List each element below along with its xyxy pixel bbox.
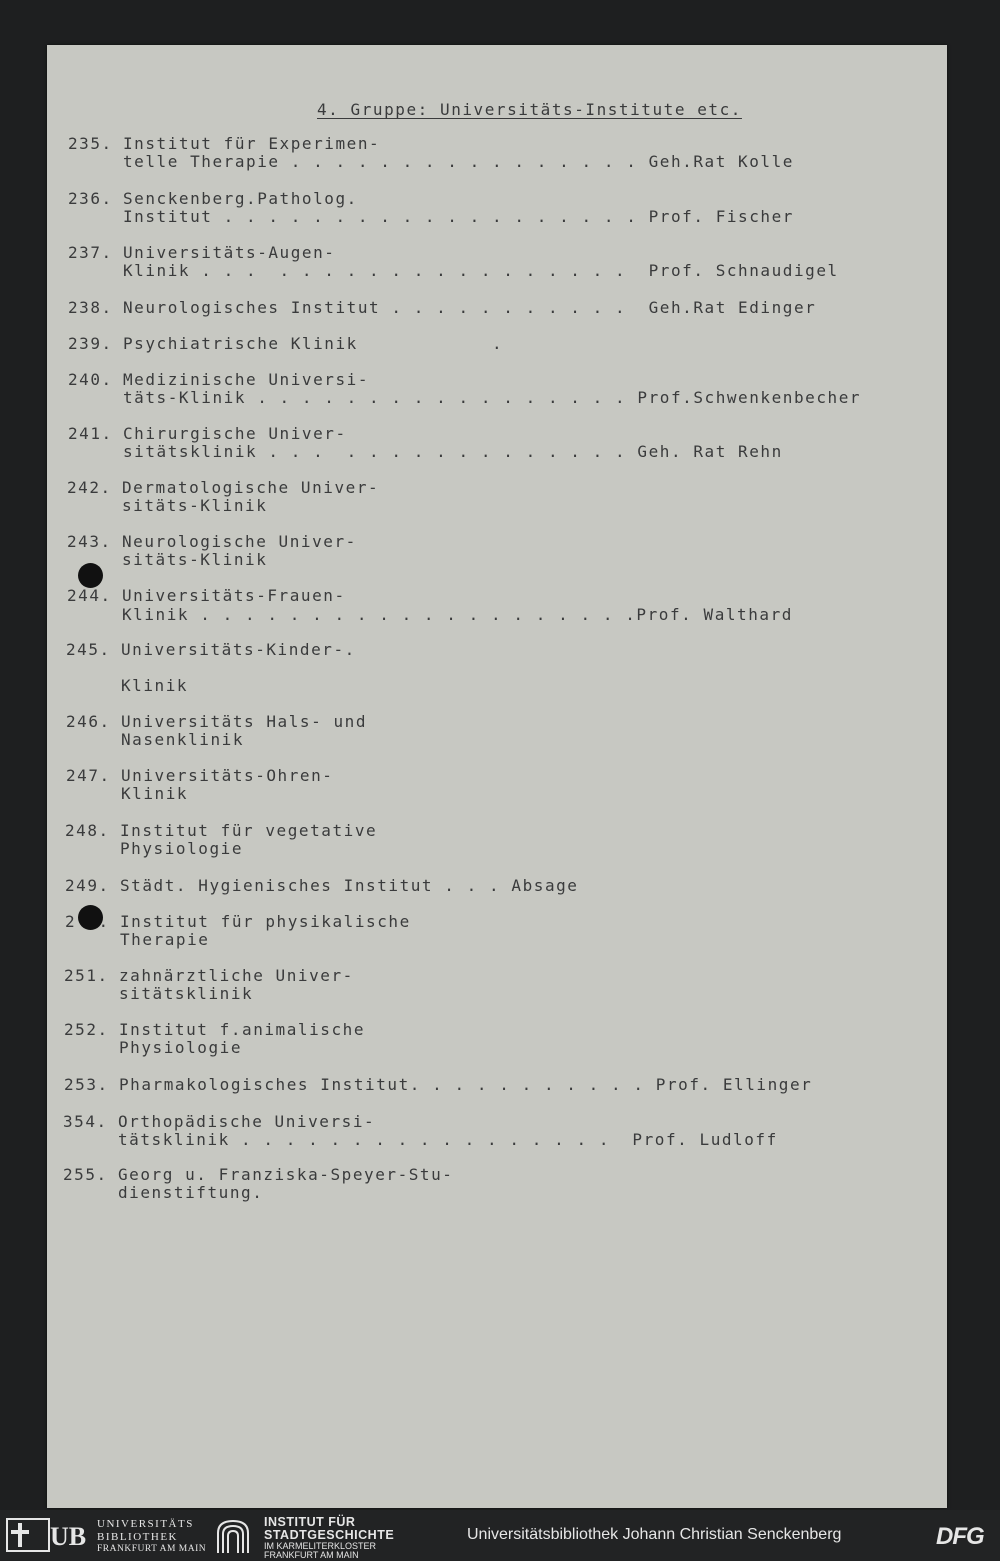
dfg-logo: DFG	[936, 1523, 984, 1550]
entry-text: Physiologie	[119, 1038, 243, 1057]
entry-text: sitäts-Klinik	[122, 496, 268, 515]
entry-number: 247.	[66, 766, 111, 785]
ub-logo-line: FRANKFURT AM MAIN	[97, 1544, 207, 1554]
footer-bar	[0, 1510, 1000, 1561]
entry-number: 2 .	[65, 912, 110, 931]
entry-number: 246.	[66, 712, 111, 731]
entry-number: 251.	[64, 966, 109, 985]
entry-text: zahnärztliche Univer-	[119, 966, 354, 985]
entry-text: Universitäts-Frauen-	[122, 586, 346, 605]
entry-text: sitätsklinik	[119, 984, 254, 1003]
ub-logo-letters: UB	[50, 1522, 87, 1551]
entry-text: Klinik	[121, 784, 189, 803]
ub-emblem-icon	[6, 1518, 50, 1552]
entry-text: Neurologische Univer-	[122, 532, 357, 551]
entry-number: 243.	[67, 532, 112, 551]
entry-text: Medizinische Universi-	[123, 370, 370, 389]
ub-logo-line: UNIVERSITÄTS	[97, 1518, 194, 1530]
isg-logo-line: INSTITUT FÜR	[264, 1515, 356, 1529]
entry-text: Chirurgische Univer-	[123, 424, 347, 443]
entry-text: Institut für Experimen-	[123, 134, 381, 153]
entry-text: Universitäts Hals- und	[121, 712, 368, 731]
entry-text: Therapie	[120, 930, 210, 949]
entry-text: Klinik	[121, 676, 189, 695]
entry-number: 354.	[63, 1112, 108, 1131]
entry-text: Universitäts-Kinder-.	[121, 640, 356, 659]
entry-number: 245.	[66, 640, 111, 659]
entry-text: Dermatologische Univer-	[122, 478, 380, 497]
entry-text: sitätsklinik . . . . . . . . . . . . . . . . Geh. Rat Rehn	[123, 442, 783, 461]
entry-text: täts-Klinik . . . . . . . . . . . . . . . . . Prof.Schwenkenbecher	[123, 388, 862, 407]
entry-text: tätsklinik . . . . . . . . . . . . . . . . . Prof. Ludloff	[118, 1130, 778, 1149]
entry-text: Universitäts-Augen-	[123, 243, 336, 262]
entry-number: 238.	[68, 298, 113, 317]
entry-text: telle Therapie . . . . . . . . . . . . . . . . Geh.Rat Kolle	[123, 152, 794, 171]
entry-text: Neurologisches Institut . . . . . . . . . . . Geh.Rat Edinger	[123, 298, 817, 317]
isg-logo-line: FRANKFURT AM MAIN	[264, 1550, 359, 1560]
punch-hole-upper	[78, 563, 103, 588]
entry-text: Klinik . . . . . . . . . . . . . . . . . . . .Prof. Walthard	[122, 605, 793, 624]
entry-number: 236.	[68, 189, 113, 208]
entry-text: Institut f.animalische	[119, 1020, 366, 1039]
entry-number: 244.	[67, 586, 112, 605]
entry-text: Institut für vegetative	[120, 821, 378, 840]
entry-number: 252.	[64, 1020, 109, 1039]
entry-text: Psychiatrische Klinik .	[123, 334, 504, 353]
page-heading: 4. Gruppe: Universitäts-Institute etc.	[317, 100, 742, 119]
entry-number: 237.	[68, 243, 113, 262]
library-name: Universitätsbibliothek Johann Christian Senckenberg	[467, 1526, 842, 1543]
entry-number: 242.	[67, 478, 112, 497]
entry-text: dienstiftung.	[118, 1183, 264, 1202]
entry-number: 249.	[65, 876, 110, 895]
isg-logo-line: STADTGESCHICHTE	[264, 1528, 395, 1542]
document-page	[47, 45, 947, 1508]
entry-text: Institut . . . . . . . . . . . . . . . . . . . Prof. Fischer	[123, 207, 794, 226]
isg-arch-icon	[216, 1519, 250, 1553]
entry-text: Pharmakologisches Institut. . . . . . . . . . . Prof. Ellinger	[119, 1075, 813, 1094]
entry-number: 253.	[64, 1075, 109, 1094]
isg-logo-line: IM KARMELITERKLOSTER	[264, 1541, 377, 1551]
entry-text: Städt. Hygienisches Institut . . . Absage	[120, 876, 579, 895]
entry-text: Georg u. Franziska-Speyer-Stu-	[118, 1165, 454, 1184]
entry-number: 241.	[68, 424, 113, 443]
entry-number: 255.	[63, 1165, 108, 1184]
entry-text: Institut für physikalische	[120, 912, 411, 931]
entry-text: Orthopädische Universi-	[118, 1112, 376, 1131]
entry-number: 239.	[68, 334, 113, 353]
entry-text: Universitäts-Ohren-	[121, 766, 334, 785]
entry-text: Physiologie	[120, 839, 244, 858]
entry-text: Senckenberg.Patholog.	[123, 189, 358, 208]
entry-number: 248.	[65, 821, 110, 840]
entry-number: 235.	[68, 134, 113, 153]
entry-text: sitäts-Klinik	[122, 550, 268, 569]
entry-text: Klinik . . . . . . . . . . . . . . . . . . . Prof. Schnaudigel	[123, 261, 839, 280]
entry-text: Nasenklinik	[121, 730, 245, 749]
ub-logo-line: BIBLIOTHEK	[97, 1531, 178, 1543]
entry-number: 240.	[68, 370, 113, 389]
